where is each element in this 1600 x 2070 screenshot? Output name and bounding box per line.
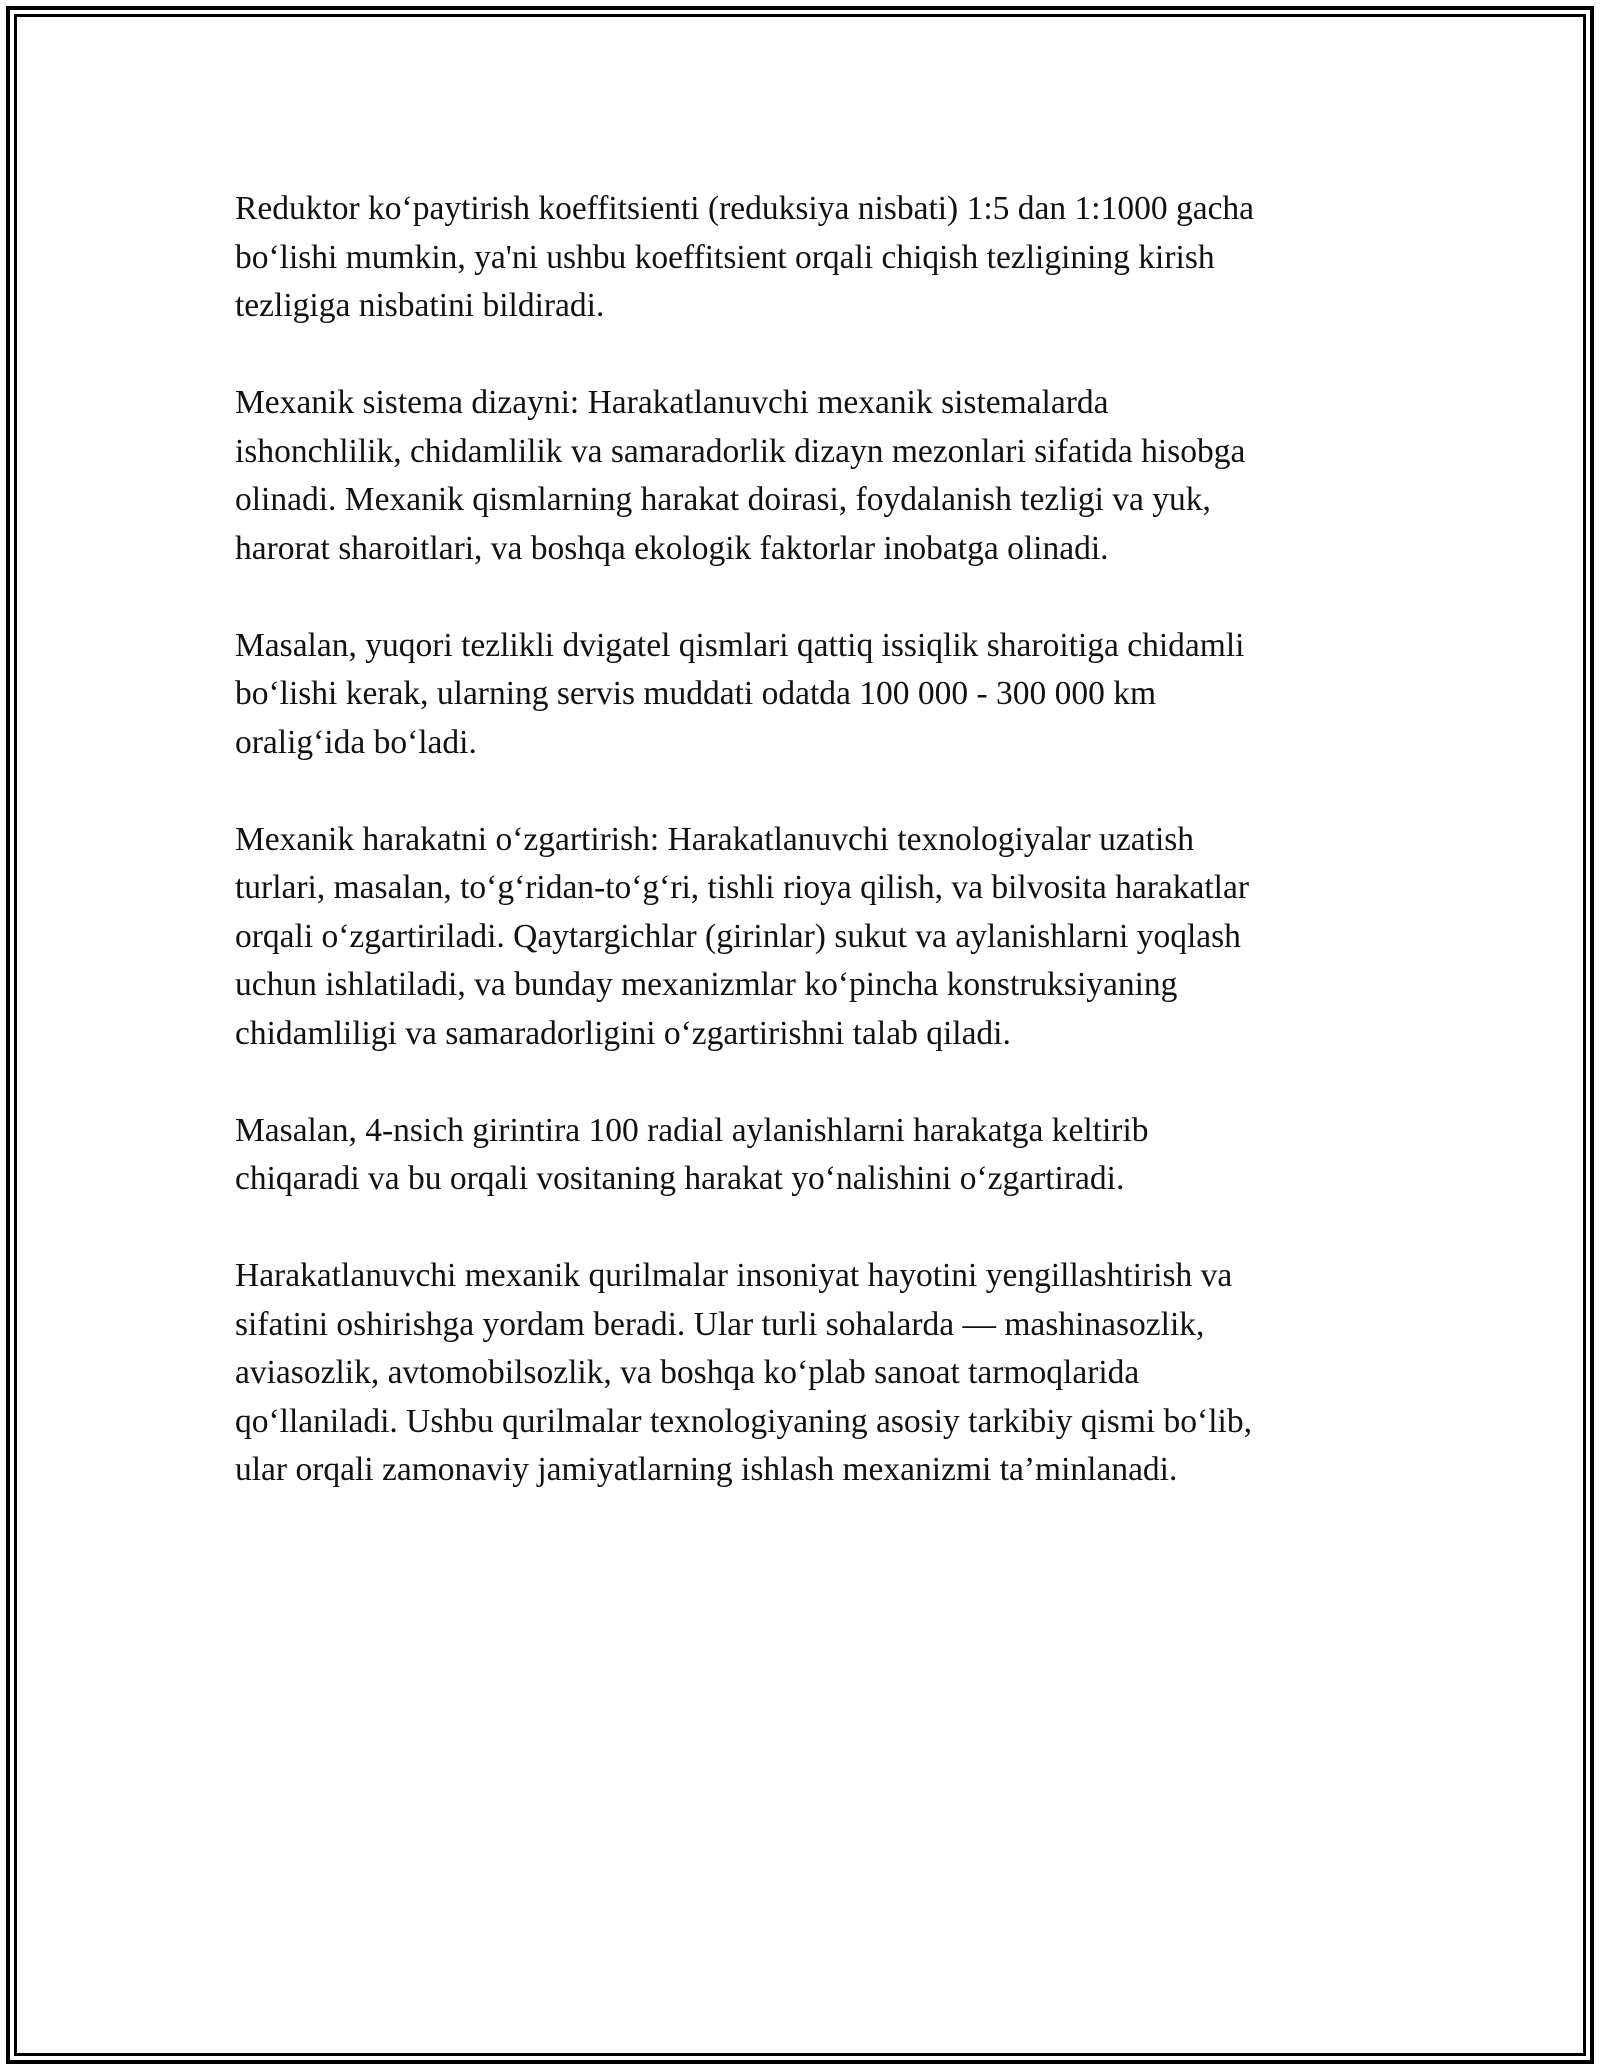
text-line: aviasozlik, avtomobilsozlik, va boshqa ko‘plab sanoat tarmoqlarida — [235, 1354, 1140, 1391]
text-line: Mexanik sistema dizayni: Harakatlanuvchi mexanik sistemalarda — [235, 384, 1109, 421]
paragraph-engine-example — [235, 622, 1360, 768]
text-line: Masalan, yuqori tezlikli dvigatel qismlari qattiq issiqlik sharoitiga chidamli — [235, 626, 1245, 664]
paragraph-system-design — [235, 379, 1360, 573]
text-line: turlari, masalan, to‘g‘ridan-to‘g‘ri, tishli rioya qilish, va bilvosita harakatlar — [235, 869, 1250, 906]
document-body — [235, 185, 1360, 1543]
paragraph-motion-conversion — [235, 816, 1360, 1059]
text-line: orqali o‘zgartiriladi. Qaytargichlar (girinlar) sukut va aylanishlarni yoqlash — [235, 917, 1241, 955]
text-line: Mexanik harakatni o‘zgartirish: Harakatlanuvchi texnologiyalar uzatish — [235, 820, 1195, 858]
text-line: sifatini oshirishga yordam beradi. Ular turli sohalarda — mashinasozlik, — [235, 1305, 1205, 1343]
text-line: chidamliligi va samaradorligini o‘zgartirishni talab qiladi. — [235, 1014, 1011, 1052]
text-line: Masalan, 4-nsich girintira 100 radial aylanishlarni harakatga keltirib — [235, 1111, 1149, 1149]
text-line: Harakatlanuvchi mexanik qurilmalar insoniyat hayotini yengillashtirish va — [235, 1257, 1233, 1294]
text-line: ishonchlilik, chidamlilik va samaradorlik dizayn mezonlari sifatida hisobga — [235, 432, 1246, 470]
text-line: ular orqali zamonaviy jamiyatlarning ishlash mexanizmi ta’minlanadi. — [235, 1451, 1178, 1488]
text-line: uchun ishlatiladi, va bunday mexanizmlar ko‘pincha konstruksiyaning — [235, 966, 1178, 1003]
text-line: harorat sharoitlari, va boshqa ekologik faktorlar inobatga olinadi. — [235, 529, 1109, 567]
paragraph-reduction-ratio — [235, 185, 1360, 331]
text-line: bo‘lishi kerak, ularning servis muddati odatda 100 000 - 300 000 km — [235, 675, 1157, 712]
paragraph-conclusion — [235, 1252, 1360, 1495]
text-line: tezligiga nisbatini bildiradi. — [235, 287, 605, 324]
text-line: bo‘lishi mumkin, ya'ni ushbu koeffitsient orqali chiqish tezligining kirish — [235, 238, 1215, 276]
text-line: chiqaradi va bu orqali vositaning harakat yo‘nalishini o‘zgartiradi. — [235, 1160, 1125, 1197]
text-line: oralig‘ida bo‘ladi. — [235, 723, 477, 761]
text-line: qo‘llaniladi. Ushbu qurilmalar texnologiyaning asosiy tarkibiy qismi bo‘lib, — [235, 1402, 1252, 1440]
paragraph-gear-example — [235, 1107, 1360, 1204]
text-line: Reduktor ko‘paytirish koeffitsienti (reduksiya nisbati) 1:5 dan 1:1000 gacha — [235, 190, 1255, 227]
text-line: olinadi. Mexanik qismlarning harakat doirasi, foydalanish tezligi va yuk, — [235, 481, 1211, 518]
